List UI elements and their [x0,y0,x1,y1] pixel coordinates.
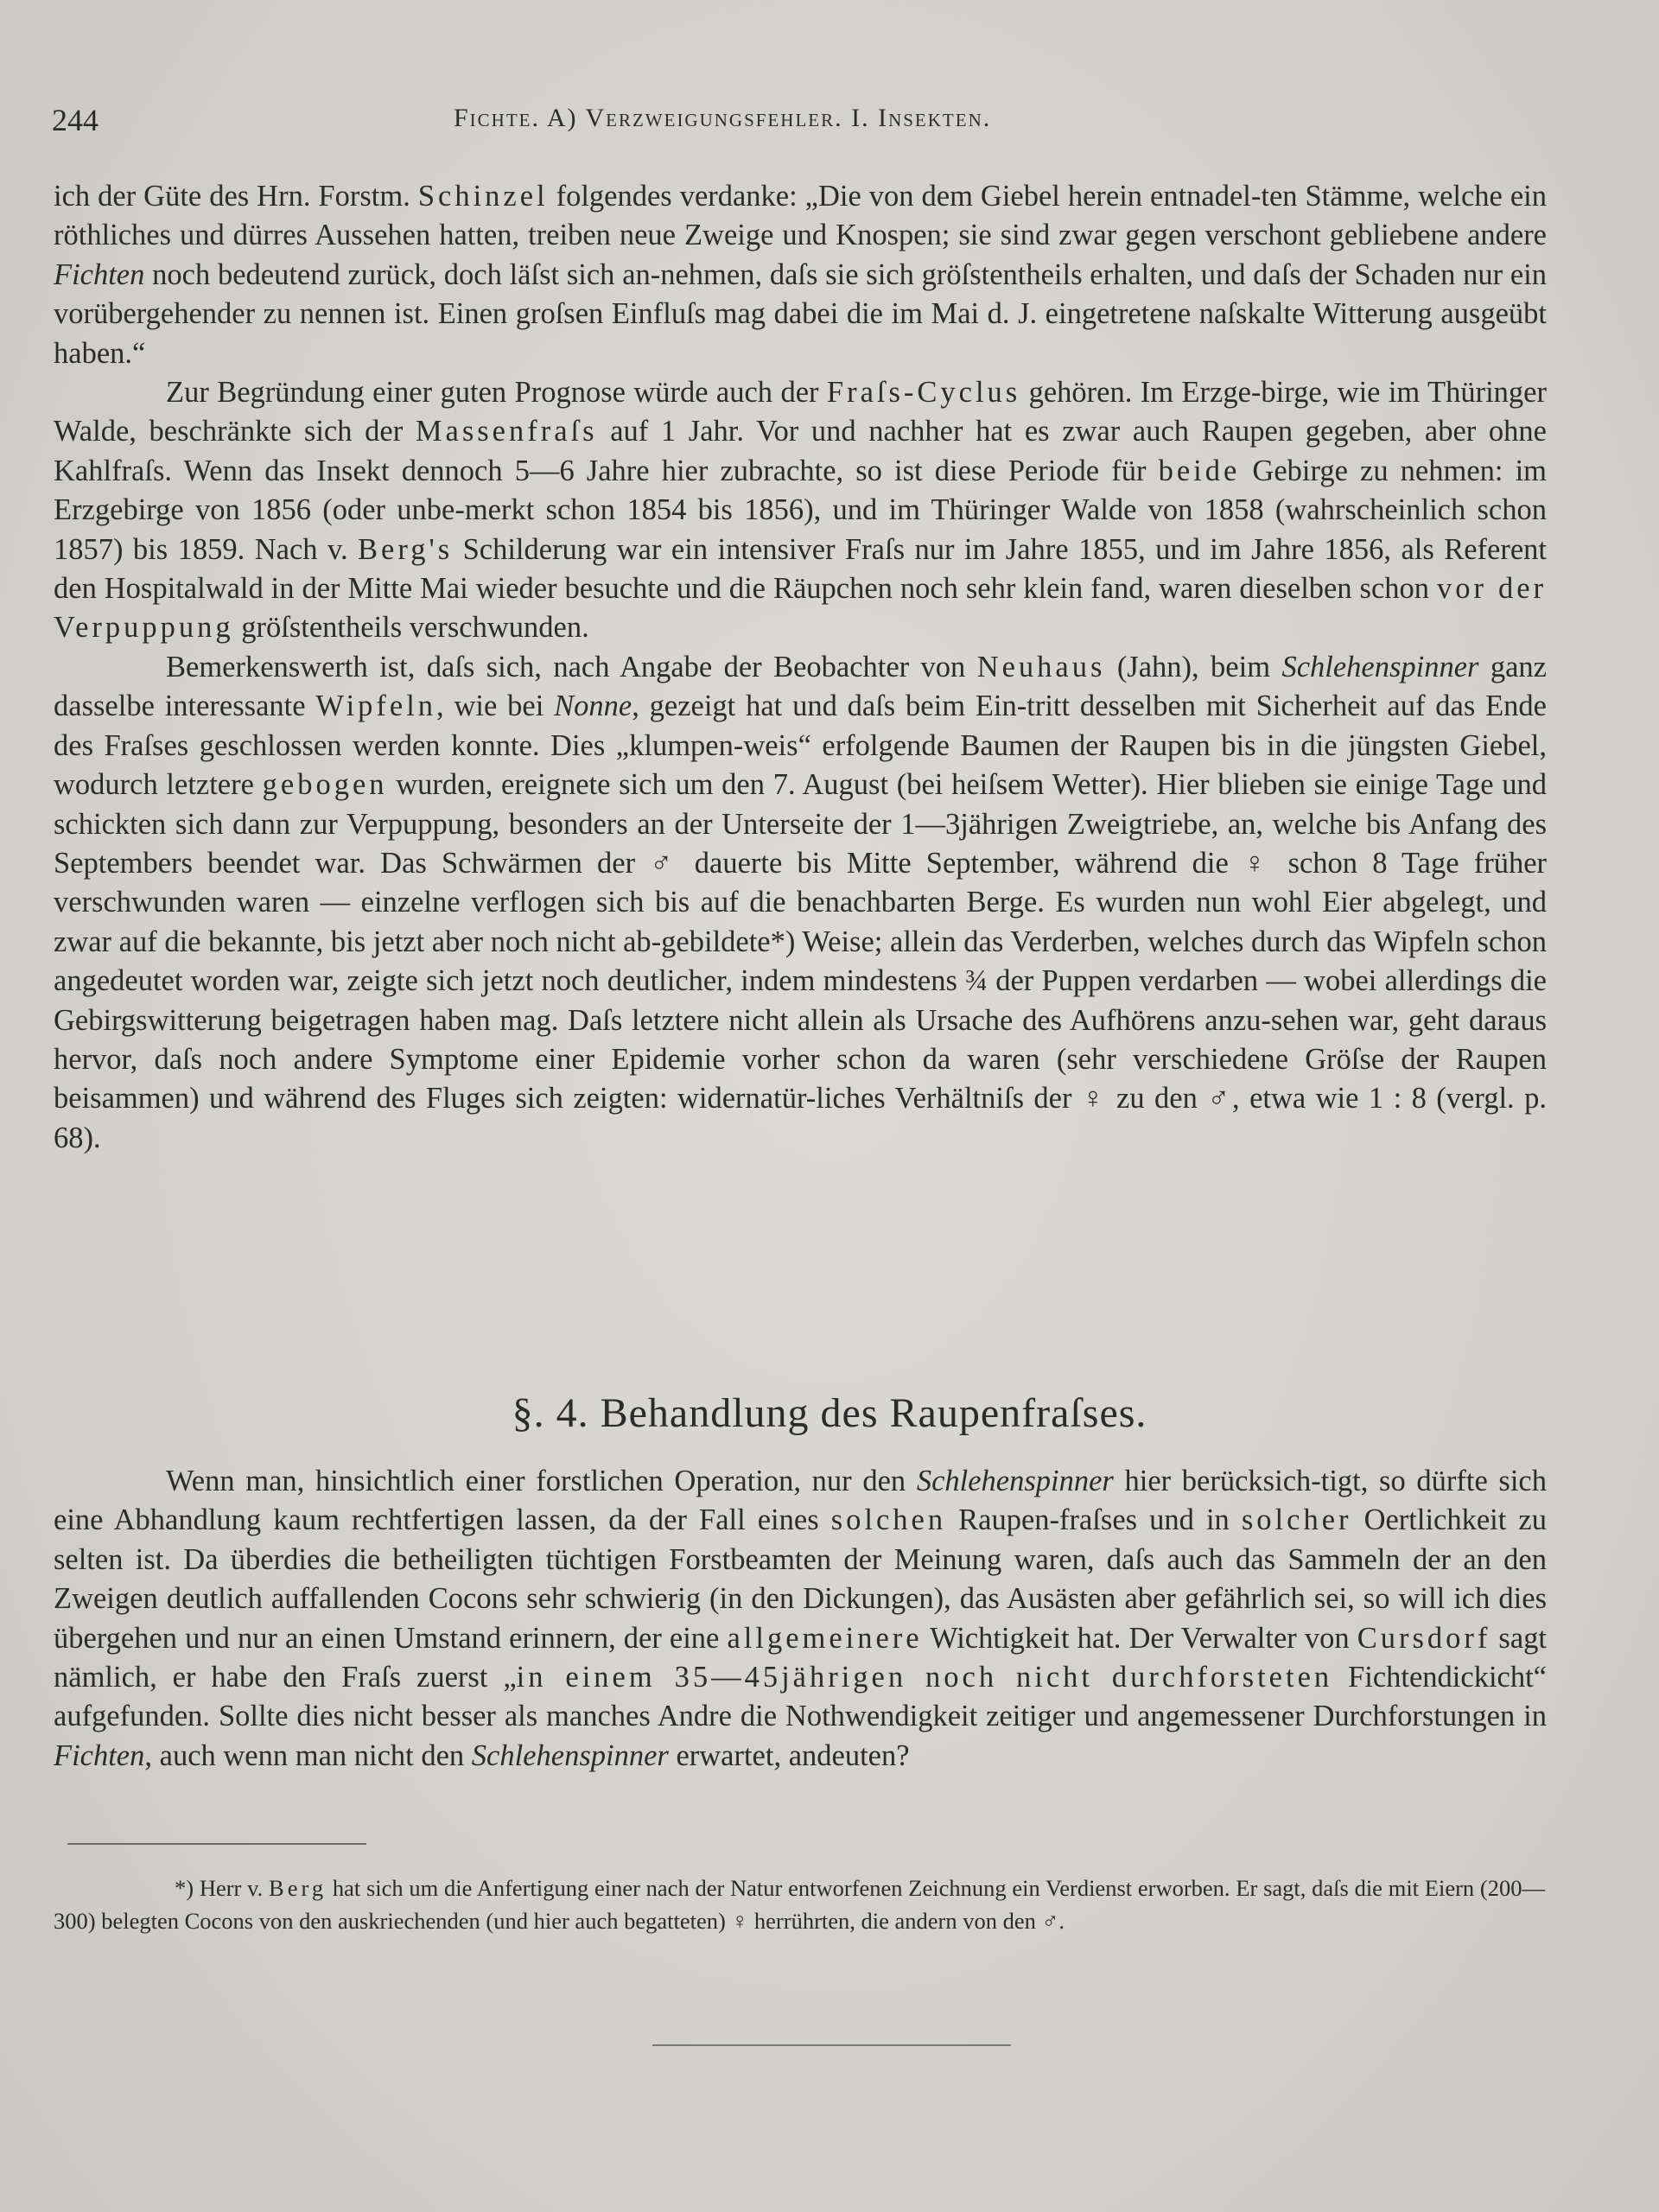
spaced-emphasis-text: allgemeinere [727,1621,923,1655]
text-run: Schilderung war ein intensiver Fraſs nur im Jahre 1855, und im Jahre 1856, als Referent den Hospitalwald in der Mitte Mai wieder besuchte und die Räupchen noch sehr klein fand, waren dieselben schon [54,532,1547,606]
paragraph [54,373,1547,648]
text-run: noch bedeutend zurück, doch läſst sich an-nehmen, daſs sie sich gröſstentheils erhalten, und daſs der Schaden nur ein vorübergehender zu nennen ist. Einen groſsen Einfluſs mag dabei die im Mai d. J. eingetretene naſskalte Witterung ausgeübt haben.“ [54,257,1547,370]
spaced-emphasis-text: Schinzel [417,180,549,213]
spaced-emphasis-text: Berg's [358,532,454,566]
spaced-emphasis-text: vor der Verpuppung [54,572,1548,645]
paragraph [54,648,1547,1158]
italic-text: Fichten [54,1738,145,1772]
text-run: , wie bei [436,690,555,723]
italic-text: Schlehenspinner [1281,650,1479,683]
spaced-emphasis-text: Cursdorf [1357,1621,1491,1655]
paragraph [54,177,1547,373]
page-number: 244 [52,103,99,137]
text-run: erwartet, andeuten? [668,1738,910,1772]
text-run: ich der Güte des Hrn. Forstm. [54,180,418,213]
text-run: hat sich um die Anfertigung einer nach der Natur entworfenen Zeichnung ein Verdienst erworben. Er sagt, daſs die mit Eiern (200—300) belegten Cocons von den auskriechenden (und hier auch begatteten) ♀ herrührten, die andern von den ♂. [54,1875,1546,1934]
text-run: wurden, ereignete sich um den 7. August (bei heiſsem Wetter). Hier blieben sie einige Tage und schickten sich dann zur Verpuppung, besonders an der Unterseite der 1—3jährigen Zweigtriebe, an, welche bis Anfang des Septembers beendet war. Das Schwärmen der ♂ dauerte bis Mitte September, während die ♀ schon 8 Tage früher verschwunden waren — einzelne verflogen sich bis auf die benachbarten Berge. Es wurden nun wohl Eier abgelegt, und zwar auf die bekannte, bis jetzt aber noch nicht ab-gebildete*) Weise; allein das Verderben, welches durch das Wipfeln schon angedeutet worden war, zeigte sich jetzt noch deutlicher, indem mindestens ¾ der Puppen verdarben — wobei allerdings die Gebirgswitterung beigetragen haben mag. Daſs letztere nicht allein als Ursache des Aufhörens anzu-sehen war, geht daraus hervor, daſs noch andere Symptome einer Epidemie vorher schon da waren (sehr verschiedene Gröſse der Raupen beisammen) und während des Fluges sich zeigten: widernatür-liches Verhältniſs der ♀ zu den ♂, etwa wie 1 : 8 (vergl. p. 68). [54,768,1547,1154]
spaced-emphasis-text: Berg [269,1875,327,1901]
text-run: , gezeigt hat und daſs beim Ein-tritt desselben mit Sicherheit auf das Ende des Fraſses geschlossen werden konnte. Dies „klumpen-weis“ erfolgende Baumen der Raupen bis in die jüngsten Giebel, wodurch letztere [54,690,1547,802]
spaced-emphasis-text: Wipfeln [315,690,437,723]
text-run: sagt nämlich, er habe den Fraſs zuerst „ [54,1621,1547,1694]
italic-text: Schlehenspinner [471,1738,669,1772]
footnote [54,1872,1545,1937]
text-run: hier berücksich-tigt, so dürfte sich eine Abhandlung kaum rechtfertigen lassen, da der Fall eines [54,1465,1547,1537]
text-run: folgendes verdanke: „Die von dem Giebel herein entnadel-ten Stämme, welche ein röthliches und dürres Aussehen hatten, treiben neue Zweige und Knospen; sie sind zwar gegen verschont gebliebene andere [54,180,1547,252]
text-run: gehören. Im Erzge-birge, wie im Thüringer Walde, beschränkte sich der [54,376,1547,448]
spaced-emphasis-text: in einem 35—45jährigen noch nicht durchforsteten [516,1661,1333,1694]
spaced-emphasis-text: solchen [830,1503,947,1537]
spaced-emphasis-text: Massenfraſs [415,415,598,448]
text-run: gröſstentheils verschwunden. [233,611,589,645]
italic-text: Schlehenspinner [916,1465,1114,1497]
text-run: Bemerkenswerth ist, daſs sich, nach Angabe der Beobachter von [166,650,977,683]
text-run: ganz dasselbe interessante [54,650,1547,723]
text-run: Wichtigkeit hat. Der Verwalter von [922,1621,1357,1655]
text-run: *) Herr v. [175,1875,270,1901]
footnote-text [54,1872,1545,1937]
main-text [54,177,1547,1158]
section-heading: §. 4. Behandlung des Raupenfraſses. [512,1390,1147,1436]
section-text [54,1462,1547,1776]
italic-text: Nonne [554,690,632,723]
text-run: Gebirge zu nehmen: im Erzgebirge von 1856 (oder unbe-merkt schon 1854 bis 1856), und im Thüringer Walde von 1858 (wahrscheinlich schon 1857) bis 1859. Nach v. [54,454,1547,566]
end-divider [652,2044,1011,2046]
text-run: Zur Begründung einer guten Prognose würde auch der [166,376,827,410]
text-run: Fichtendickicht“ aufgefunden. Sollte dies nicht besser als manches Andre die Nothwendigkeit zeitiger und angemessener Durchforstungen in [54,1661,1547,1733]
spaced-emphasis-text: Fraſs-Cyclus [826,376,1021,410]
text-run: auf 1 Jahr. Vor und nachher hat es zwar auch Raupen gegeben, aber ohne Kahlfraſs. Wenn das Insekt dennoch 5—6 Jahre hier zubrachte, so ist diese Periode für [54,415,1547,487]
text-run: Raupen-fraſses und in [946,1503,1242,1537]
text-run: Oertlichkeit zu selten ist. Da überdies die betheiligten tüchtigen Forstbeamten der Meinung waren, daſs auch das Sammeln der an den Zweigen deutlich auffallenden Cocons sehr schwierig (in den Dickungen), das Ausästen aber gefährlich sei, so will ich dies übergehen und nur an einen Umstand erinnern, der eine [54,1503,1547,1655]
page-header [52,102,1555,145]
spaced-emphasis-text: Neuhaus [976,650,1106,683]
footnote-divider [67,1843,366,1845]
text-run: Wenn man, hinsichtlich einer forstlichen Operation, nur den [166,1465,917,1497]
text-run: (Jahn), beim [1105,650,1282,683]
spaced-emphasis-text: beide [1158,454,1241,487]
spaced-emphasis-text: gebogen [262,768,388,802]
text-run: , auch wenn man nicht den [144,1738,472,1772]
italic-text: Fichten [54,257,145,291]
paragraph [54,1462,1547,1776]
spaced-emphasis-text: solcher [1241,1503,1352,1537]
running-head: Fichte. A) Verzweigungsfehler. I. Insekten. [454,104,992,132]
